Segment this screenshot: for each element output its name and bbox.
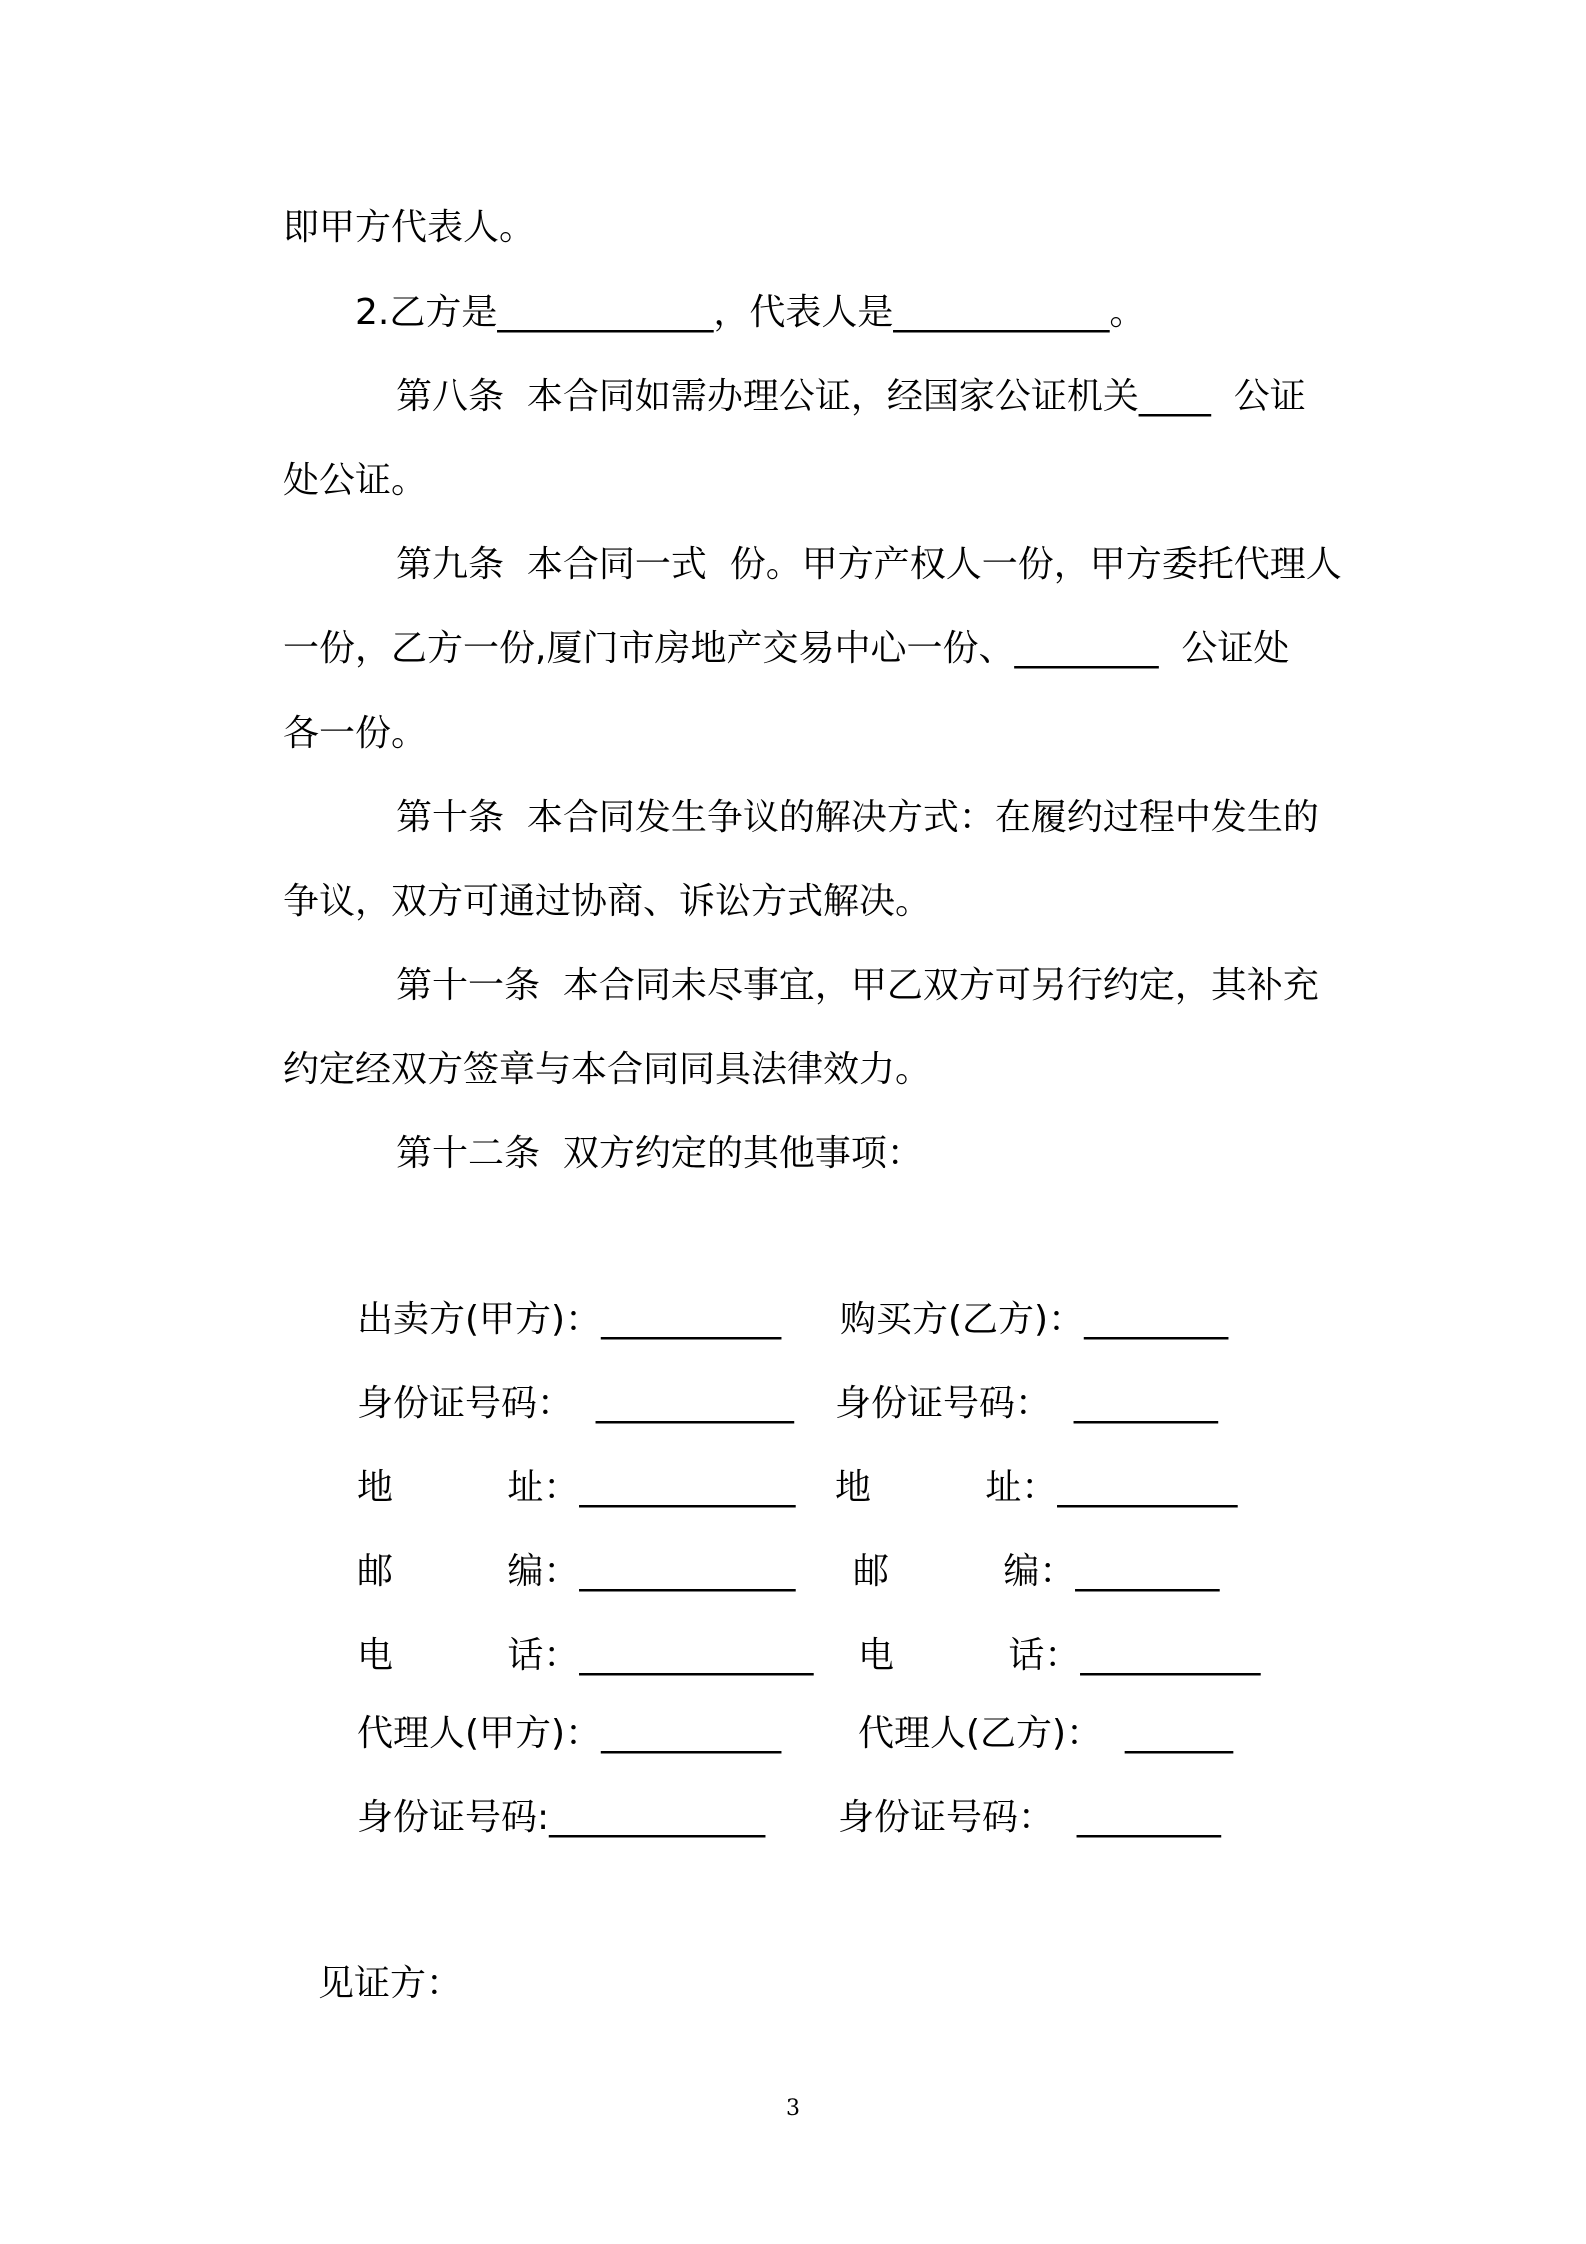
body-line-5: 第九条 本合同一式 份。甲方产权人一份，甲方委托代理人 xyxy=(396,544,1342,585)
buyer-label: 购买方(乙方)：________ xyxy=(840,1299,1229,1340)
seller-label: 出卖方(甲方)：__________ xyxy=(357,1299,782,1340)
body-line-9: 争议，双方可通过协商、诉讼方式解决。 xyxy=(283,881,932,922)
body-line-4: 处公证。 xyxy=(283,460,428,501)
seller-agent-label: 代理人(甲方)：__________ xyxy=(357,1713,782,1754)
body-line-6: 一份，乙方一份,厦门市房地产交易中心一份、________ 公证处 xyxy=(283,628,1290,669)
body-line-3: 第八条 本合同如需办理公证，经国家公证机关____ 公证 xyxy=(396,376,1306,417)
body-line-1: 即甲方代表人。 xyxy=(283,207,536,248)
buyer-agent-label: 代理人(乙方)： ______ xyxy=(858,1713,1233,1754)
body-line-11: 约定经双方签章与本合同同具法律效力。 xyxy=(283,1049,932,1090)
body-line-2: 2.乙方是____________，代表人是____________。 xyxy=(355,292,1146,333)
witness-label: 见证方： xyxy=(318,1963,463,2004)
buyer-address-label: 地 址：__________ xyxy=(835,1467,1238,1508)
buyer-postcode-label: 邮 编：________ xyxy=(853,1551,1220,1592)
buyer-phone-label: 电 话：__________ xyxy=(858,1635,1261,1676)
seller-agent-id-label: 身份证号码:____________ xyxy=(357,1797,766,1838)
seller-id-label: 身份证号码： ___________ xyxy=(357,1383,794,1424)
body-line-12: 第十二条 双方约定的其他事项： xyxy=(396,1133,923,1174)
seller-phone-label: 电 话：_____________ xyxy=(357,1635,814,1676)
body-line-8: 第十条 本合同发生争议的解决方式：在履约过程中发生的 xyxy=(396,797,1319,838)
page-number: 3 xyxy=(786,2096,800,2121)
body-line-10: 第十一条 本合同未尽事宜，甲乙双方可另行约定，其补充 xyxy=(396,965,1319,1006)
buyer-id-label: 身份证号码： ________ xyxy=(835,1383,1218,1424)
seller-address-label: 地 址：____________ xyxy=(357,1467,796,1508)
body-line-7: 各一份。 xyxy=(283,713,428,754)
seller-postcode-label: 邮 编：____________ xyxy=(357,1551,796,1592)
buyer-agent-id-label: 身份证号码： ________ xyxy=(838,1797,1221,1838)
